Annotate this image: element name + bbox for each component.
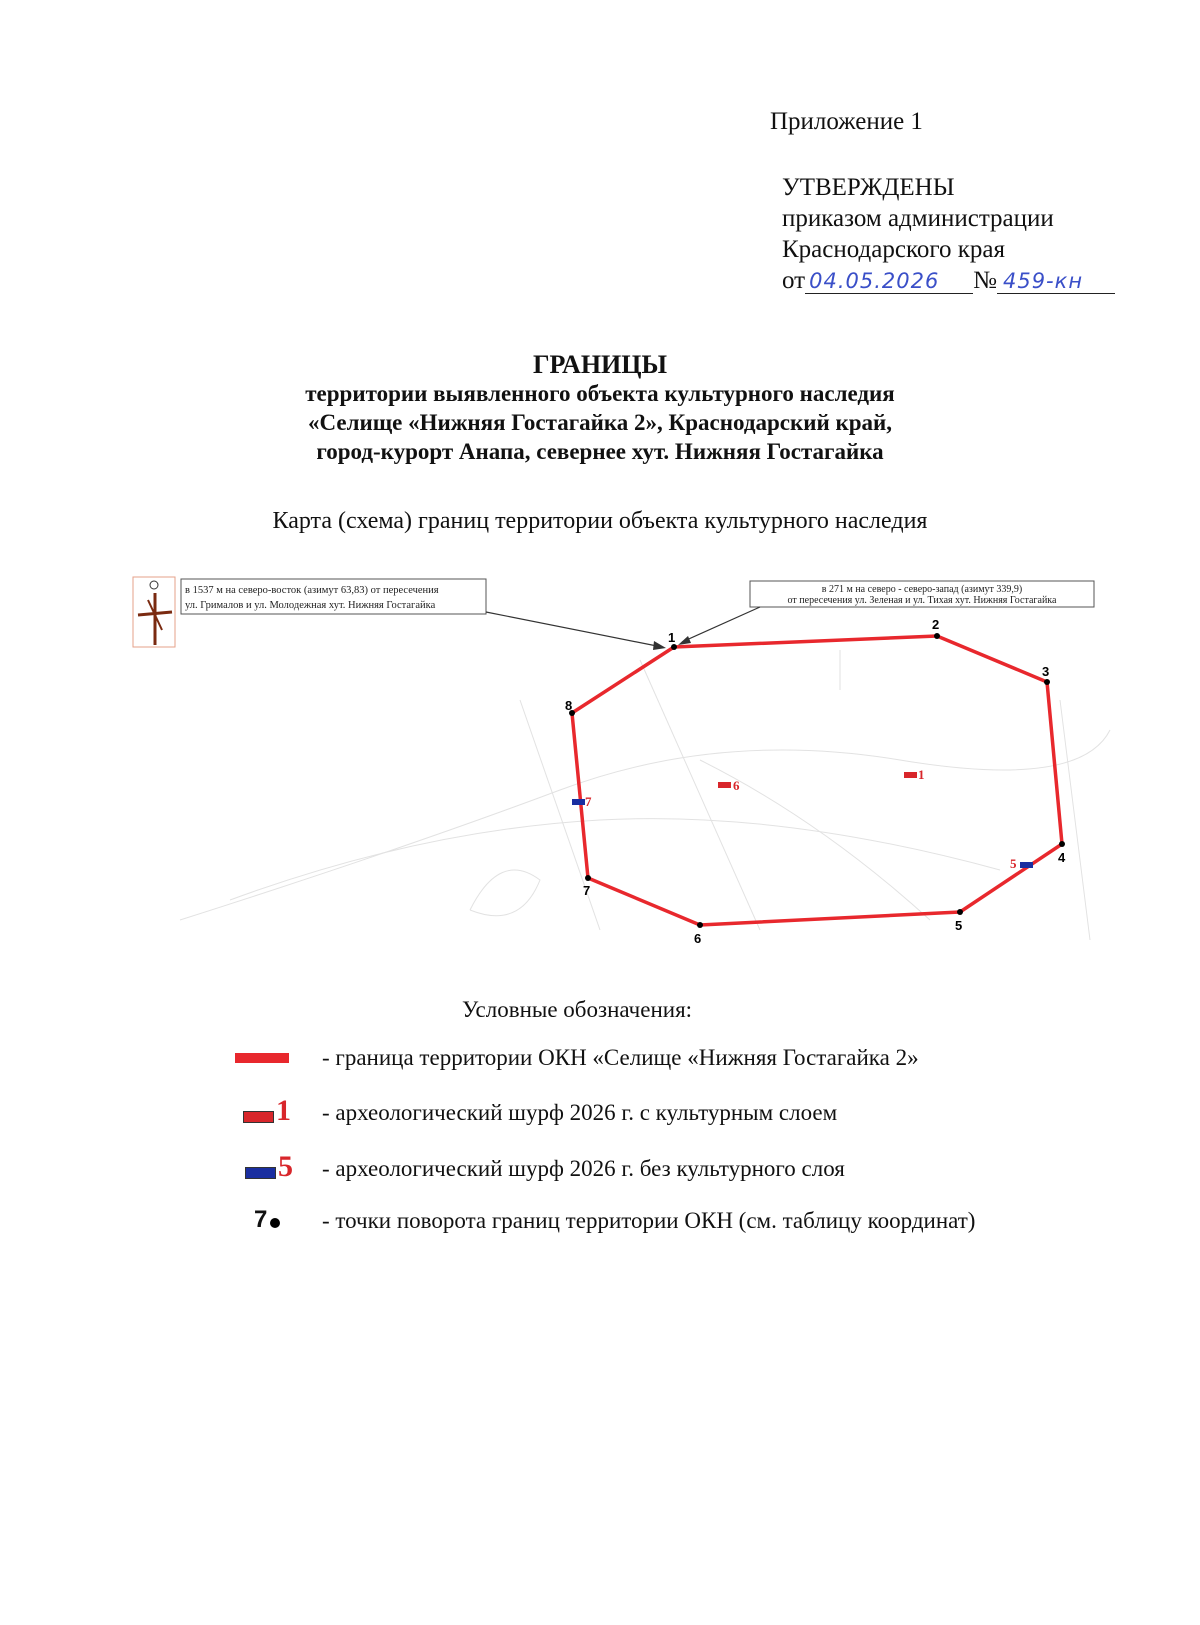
title-line-2: «Селище «Нижняя Гостагайка 2», Краснодарский край,: [307, 410, 893, 435]
turning-point-5: [957, 909, 963, 915]
legend-pit-without-text: - археологический шурф 2026 г. без культурного слоя: [322, 1156, 845, 1181]
pit-label-1: 1: [918, 767, 925, 782]
legend-boundary-text: - граница территории ОКН «Селище «Нижняя Гостагайка 2»: [322, 1045, 919, 1070]
pit-without-layer-swatch: [245, 1167, 276, 1179]
turning-point-label-8: 8: [565, 698, 573, 713]
approved-line-2: приказом администрации: [782, 205, 1054, 232]
turning-point-2: [934, 633, 940, 639]
handwritten-number: 459-кн: [1002, 269, 1084, 293]
approved-title: УТВЕРЖДЕНЫ: [782, 174, 955, 201]
legend-pit-with-number: 1: [276, 1094, 291, 1127]
pit-marker-1: [904, 772, 917, 778]
pit-marker-5: [1020, 862, 1033, 868]
pit-label-5: 5: [1010, 856, 1017, 871]
pit-label-6: 6: [733, 778, 740, 793]
pit-marker-6: [718, 782, 731, 788]
approved-line-3: Краснодарского края: [782, 236, 1005, 263]
okn-boundary-polygon: [572, 636, 1062, 925]
turning-point-4: [1059, 841, 1065, 847]
turning-points: [565, 617, 1066, 946]
number-prefix: №: [973, 267, 997, 294]
turning-point-7: [585, 875, 591, 881]
turning-point-label-4: 4: [1058, 850, 1066, 865]
callout-right-line-2: от пересечения ул. Зеленая и ул. Тихая хут. Нижняя Гостагайка: [787, 595, 1057, 606]
callout-left: [181, 579, 486, 614]
legend-points-text: - точки поворота границ территории ОКН (см. таблицу координат): [322, 1208, 976, 1233]
callout-left-leader: [486, 612, 662, 647]
turning-point-label-3: 3: [1042, 664, 1050, 679]
turning-point-label-1: 1: [668, 630, 676, 645]
title-line-1: территории выявленного объекта культурного наследия: [305, 381, 895, 406]
callout-right-arrowhead: [678, 636, 691, 645]
callout-left-arrowhead: [653, 641, 666, 650]
legend-points-number: 7: [254, 1206, 268, 1233]
legend-pit-with-text: - археологический шурф 2026 г. с культурным слоем: [322, 1100, 838, 1125]
pit-with-layer-swatch: [243, 1111, 274, 1123]
turning-point-label-6: 6: [694, 931, 702, 946]
turning-point-label-7: 7: [583, 883, 591, 898]
callout-right-leader: [682, 607, 760, 642]
turning-point-6: [697, 922, 703, 928]
callout-left-line-1: в 1537 м на северо-восток (азимут 63,83) от пересечения: [185, 585, 439, 596]
pit-label-7: 7: [585, 794, 592, 809]
legend-title: Условные обозначения:: [462, 997, 693, 1022]
legend-pit-without-number: 5: [278, 1150, 293, 1183]
title-line-3: город-курорт Анапа, севернее хут. Нижняя Гостагайка: [316, 439, 884, 464]
title-main: ГРАНИЦЫ: [532, 350, 668, 379]
turning-point-label-2: 2: [932, 617, 940, 632]
turning-point-3: [1044, 679, 1050, 685]
turning-point-dot-icon: [270, 1218, 280, 1228]
boundary-line-swatch: [235, 1053, 289, 1063]
pit-marker-7: [572, 799, 585, 805]
callout-left-line-2: ул. Грималов и ул. Молодежная хут. Нижняя Гостагайка: [185, 600, 436, 611]
callout-right: [750, 581, 1094, 607]
map-background-lines: [180, 650, 1110, 940]
turning-point-label-5: 5: [955, 918, 963, 933]
handwritten-date: 04.05.2026: [809, 269, 940, 293]
compass-icon: [133, 577, 175, 647]
appendix-label: Приложение 1: [770, 108, 923, 135]
callout-right-line-1: в 271 м на северо - северо-запад (азимут 339,9): [821, 584, 1023, 595]
map-subtitle: Карта (схема) границ территории объекта культурного наследия: [272, 508, 928, 534]
date-prefix: от: [782, 267, 806, 294]
